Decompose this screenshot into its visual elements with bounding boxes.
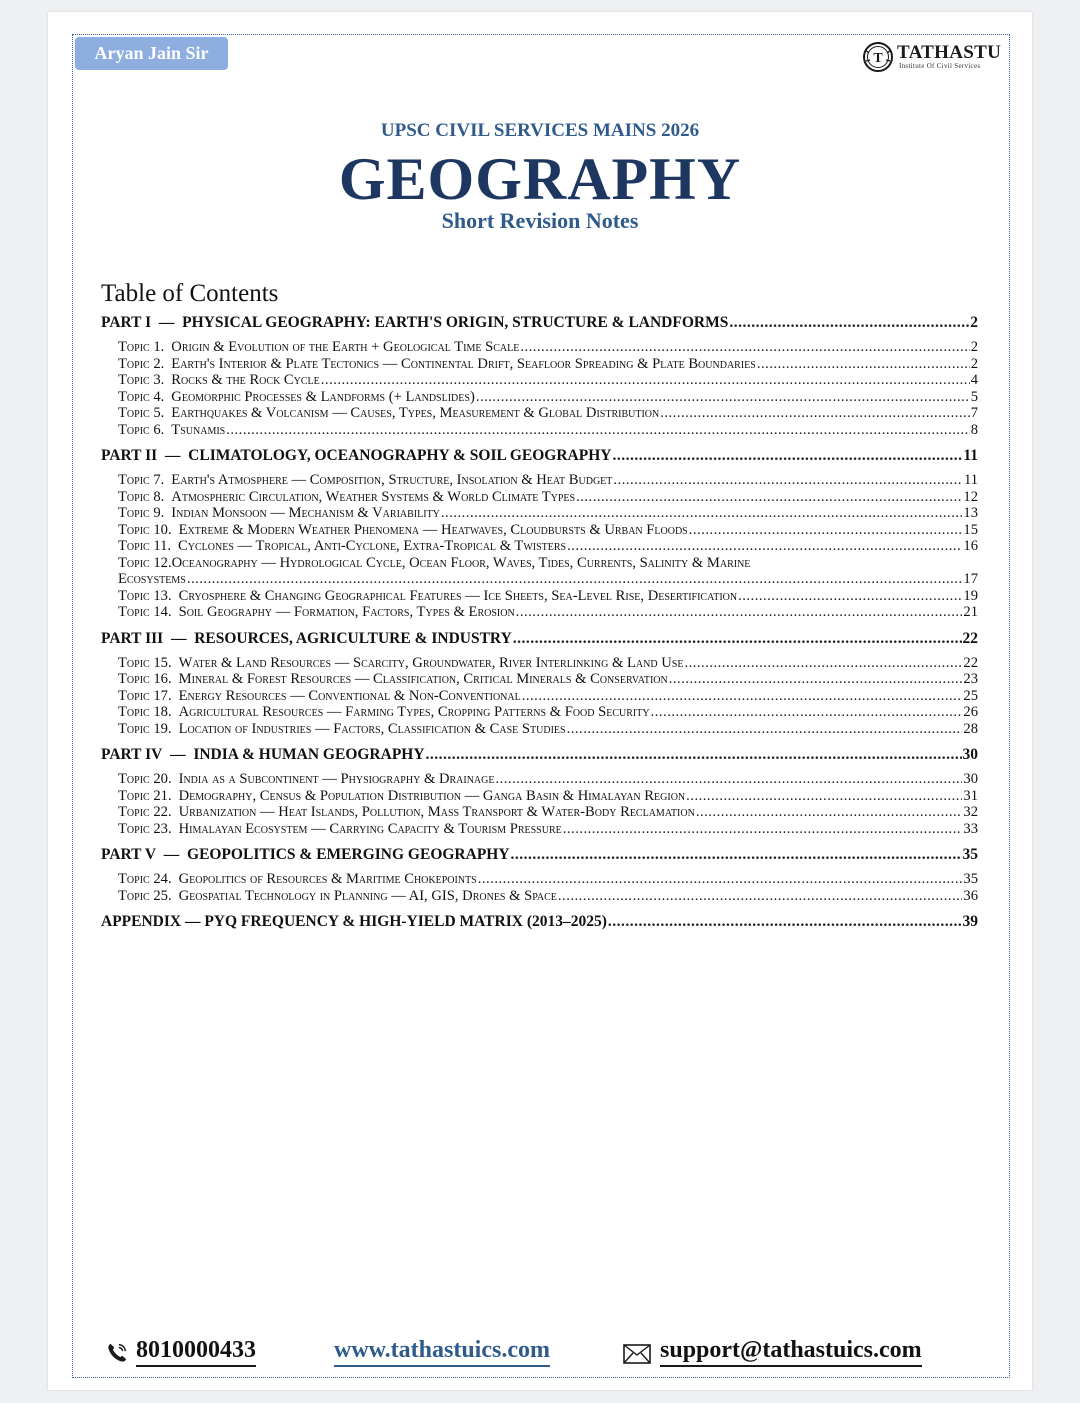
toc-topic-entry[interactable] <box>101 688 978 705</box>
logo-name: TATHASTU <box>897 42 1002 63</box>
institute-logo <box>862 40 1010 74</box>
page-number: 19 <box>963 587 978 604</box>
topic-label: Topic 12. <box>118 554 172 571</box>
toc-appendix-entry[interactable] <box>101 913 978 931</box>
part-separator: — <box>157 447 189 464</box>
topic-label: Topic 14. <box>118 604 172 620</box>
topic-title: Earth's Atmosphere — Composition, Structure, Insolation & Heat Budget <box>171 472 613 488</box>
page-number: 7 <box>970 405 978 421</box>
part-label: PART IV <box>101 746 163 763</box>
topic-title: Earth's Interior & Plate Tectonics — Continental Drift, Seafloor Spreading & Plate Boundaries <box>171 355 756 372</box>
leader-dots <box>478 871 963 888</box>
topic-title: Location of Industries — Factors, Classification & Case Studies <box>178 720 566 737</box>
part-title: GEOPOLITICS & EMERGING GEOGRAPHY <box>187 846 510 863</box>
leader-dots <box>567 538 962 555</box>
topic-label: Topic 22. <box>118 804 172 820</box>
toc-part-entry[interactable] <box>101 314 978 332</box>
part-title: RESOURCES, AGRICULTURE & INDUSTRY <box>194 629 512 647</box>
part-label: PART V <box>101 846 157 863</box>
toc-topic-entry[interactable] <box>101 604 978 621</box>
leader-dots <box>608 913 962 931</box>
logo-tagline: Institute Of Civil Services <box>899 62 981 70</box>
toc-topic-entry[interactable] <box>101 788 978 805</box>
page-number: 17 <box>963 571 978 587</box>
topic-label: Topic 23. <box>118 820 172 837</box>
leader-dots <box>513 630 962 648</box>
leader-dots <box>476 389 970 406</box>
topic-label: Topic 19. <box>118 720 172 737</box>
leader-dots <box>669 671 963 688</box>
website-link[interactable]: www.tathastuics.com <box>334 1336 550 1367</box>
topic-title: Geopolitics of Resources & Maritime Chokepoints <box>178 871 477 887</box>
page-number: 12 <box>963 488 978 505</box>
part-title: INDIA & HUMAN GEOGRAPHY <box>193 746 425 763</box>
leader-dots <box>426 746 962 764</box>
leader-dots <box>187 571 963 588</box>
topic-label: Topic 2. <box>118 355 165 372</box>
footer <box>48 1332 1032 1372</box>
page-number: 15 <box>963 521 978 538</box>
leader-dots <box>567 721 963 738</box>
leader-dots <box>757 356 970 373</box>
topic-title: Cryosphere & Changing Geographical Features — Ice Sheets, Sea-Level Rise, Desertification <box>178 587 738 604</box>
toc-topic-entry[interactable] <box>101 655 978 672</box>
toc-topic-entry[interactable] <box>101 771 978 788</box>
topic-title: Energy Resources — Conventional & Non-Conventional <box>178 687 521 704</box>
topic-label: Topic 11. <box>118 538 172 554</box>
topic-label: Topic 1. <box>118 339 165 355</box>
page-number: 2 <box>970 314 978 331</box>
subtitle: Short Revision Notes <box>441 208 639 233</box>
topic-title: India as a Subcontinent — Physiography & Drainage <box>178 771 495 787</box>
toc-topic-entry[interactable] <box>101 356 978 373</box>
topic-title: Indian Monsoon — Mechanism & Variability <box>171 505 440 521</box>
topic-title: Geospatial Technology in Planning — AI, GIS, Drones & Space <box>178 887 557 904</box>
page-number: 2 <box>970 339 978 355</box>
page-number: 22 <box>962 629 978 647</box>
appendix-title: APPENDIX — PYQ FREQUENCY & HIGH-YIELD MATRIX (2013–2025) <box>101 913 607 930</box>
topic-title: Demography, Census & Population Distribution — Ganga Basin & Himalayan Region <box>178 787 686 804</box>
topic-label: Topic 21. <box>118 787 172 804</box>
leader-dots <box>441 505 963 522</box>
leader-dots <box>686 788 962 805</box>
topic-title: Agricultural Resources — Farming Types, Cropping Patterns & Food Security <box>178 704 650 720</box>
topic-title: Cyclones — Tropical, Anti-Cyclone, Extra-Tropical & Twisters <box>178 538 567 554</box>
shield-emblem-icon <box>862 41 894 73</box>
topic-title-continued: Ecosystems <box>118 571 186 587</box>
page-number: 22 <box>963 654 978 671</box>
page-number: 25 <box>963 687 978 704</box>
toc-topic-entry[interactable] <box>101 888 978 905</box>
page-number: 8 <box>970 421 978 438</box>
part-label: PART I <box>101 314 152 331</box>
part-title: CLIMATOLOGY, OCEANOGRAPHY & SOIL GEOGRAPHY <box>188 447 612 464</box>
toc-topic-entry[interactable] <box>101 588 978 605</box>
toc-topic-entry[interactable] <box>101 489 978 506</box>
toc-part-entry[interactable] <box>101 447 978 465</box>
topic-title: Tsunamis <box>171 421 226 438</box>
topic-label: Topic 17. <box>118 687 172 704</box>
page-number: 2 <box>970 355 978 372</box>
page-number: 11 <box>963 447 978 464</box>
part-separator: — <box>151 314 183 331</box>
page-number: 30 <box>963 771 978 787</box>
page-number: 26 <box>963 704 978 720</box>
part-separator: — <box>162 746 194 763</box>
toc-topic-entry[interactable] <box>101 671 978 688</box>
leader-dots <box>563 821 963 838</box>
table-of-contents <box>101 314 978 931</box>
topic-label: Topic 16. <box>118 671 172 687</box>
toc-part-entry[interactable] <box>101 746 978 764</box>
topic-title: Origin & Evolution of the Earth + Geological Time Scale <box>171 339 520 355</box>
leader-dots <box>612 447 962 465</box>
page-number: 35 <box>962 846 978 863</box>
toc-topic-entry[interactable] <box>101 422 978 439</box>
topic-label: Topic 3. <box>118 372 165 388</box>
leader-dots <box>696 804 963 821</box>
page-number: 5 <box>970 388 978 405</box>
toc-topic-entry[interactable] <box>101 339 978 356</box>
topic-title: Oceanography — Hydrological Cycle, Ocean Floor, Waves, Tides, Currents, Salinity & Marine <box>171 554 751 571</box>
toc-topic-entry[interactable] <box>101 721 978 738</box>
topic-label: Topic 9. <box>118 505 165 521</box>
leader-dots <box>522 688 963 705</box>
toc-part-entry[interactable] <box>101 846 978 864</box>
leader-dots <box>729 314 969 332</box>
topic-label: Topic 13. <box>118 587 172 604</box>
logo-letter: T <box>873 51 883 66</box>
topic-label: Topic 6. <box>118 421 165 438</box>
topic-label: Topic 25. <box>118 887 172 904</box>
leader-dots <box>660 405 969 422</box>
leader-dots <box>226 422 969 439</box>
phone-icon <box>106 1342 128 1364</box>
leader-dots <box>684 655 962 672</box>
leader-dots <box>613 472 963 489</box>
subject-title: GEOGRAPHY <box>338 146 742 212</box>
toc-topic-entry[interactable] <box>101 372 978 389</box>
toc-topic-entry[interactable] <box>101 405 978 422</box>
topic-title: Geomorphic Processes & Landforms (+ Landslides) <box>171 388 475 405</box>
leader-dots <box>511 846 962 864</box>
topic-label: Topic 18. <box>118 704 172 720</box>
page-number: 16 <box>963 538 978 554</box>
page-number: 4 <box>970 372 978 388</box>
page-number: 30 <box>962 746 978 763</box>
mail-icon <box>623 1344 651 1364</box>
exam-title: UPSC CIVIL SERVICES MAINS 2026 <box>380 120 700 141</box>
topic-label: Topic 7. <box>118 472 165 488</box>
page-number: 39 <box>962 913 978 930</box>
page-number: 13 <box>963 505 978 521</box>
author-badge: Aryan Jain Sir <box>75 37 228 70</box>
topic-title: Soil Geography — Formation, Factors, Types & Erosion <box>178 604 515 620</box>
topic-title: Mineral & Forest Resources — Classification, Critical Minerals & Conservation <box>178 671 668 687</box>
toc-topic-entry[interactable] <box>101 704 978 721</box>
topic-title: Himalayan Ecosystem — Carrying Capacity & Tourism Pressure <box>178 820 562 837</box>
toc-part-entry[interactable] <box>101 630 978 648</box>
page-number: 36 <box>963 887 978 904</box>
toc-topic-entry[interactable] <box>101 821 978 838</box>
part-separator: — <box>156 846 188 863</box>
phone-number[interactable]: 8010000433 <box>136 1336 256 1367</box>
topic-title: Water & Land Resources — Scarcity, Groundwater, River Interlinking & Land Use <box>178 654 684 671</box>
leader-dots <box>689 522 963 539</box>
toc-topic-entry[interactable] <box>101 389 978 406</box>
page-number: 32 <box>963 804 978 820</box>
toc-topic-entry[interactable] <box>101 505 978 522</box>
page-number: 33 <box>963 820 978 837</box>
toc-topic-entry[interactable] <box>101 472 978 489</box>
part-label: PART II <box>101 447 158 464</box>
topic-title: Extreme & Modern Weather Phenomena — Heatwaves, Cloudbursts & Urban Floods <box>178 521 688 538</box>
toc-topic-entry[interactable] <box>101 871 978 888</box>
leader-dots <box>738 588 962 605</box>
topic-title: Rocks & the Rock Cycle <box>171 372 320 388</box>
page-number: 28 <box>963 720 978 737</box>
page-number: 21 <box>963 604 978 620</box>
leader-dots <box>495 771 962 788</box>
page-number: 31 <box>963 787 978 804</box>
page-number: 23 <box>963 671 978 687</box>
topic-label: Topic 10. <box>118 521 172 538</box>
topic-label: Topic 4. <box>118 388 165 405</box>
topic-title: Earthquakes & Volcanism — Causes, Types, Measurement & Global Distribution <box>171 405 660 421</box>
toc-topic-entry[interactable] <box>101 804 978 821</box>
toc-topic-entry[interactable] <box>101 522 978 539</box>
leader-dots <box>516 604 963 621</box>
toc-topic-entry[interactable] <box>101 555 978 572</box>
document-page <box>48 12 1032 1390</box>
part-title: PHYSICAL GEOGRAPHY: EARTH'S ORIGIN, STRUCTURE & LANDFORMS <box>182 314 729 331</box>
topic-label: Topic 20. <box>118 771 172 787</box>
toc-topic-entry[interactable] <box>101 538 978 555</box>
topic-label: Topic 24. <box>118 871 172 887</box>
topic-label: Topic 5. <box>118 405 165 421</box>
email-link[interactable]: support@tathastuics.com <box>660 1336 922 1367</box>
leader-dots <box>576 489 962 506</box>
topic-label: Topic 15. <box>118 654 172 671</box>
leader-dots <box>520 339 969 356</box>
topic-title: Atmospheric Circulation, Weather Systems & World Climate Types <box>171 488 576 505</box>
toc-topic-continuation[interactable] <box>101 571 978 588</box>
topic-title: Urbanization — Heat Islands, Pollution, Mass Transport & Water-Body Reclamation <box>178 804 695 820</box>
leader-dots <box>321 372 970 389</box>
leader-dots <box>558 888 963 905</box>
page-number: 35 <box>963 871 978 887</box>
toc-heading: Table of Contents <box>101 280 279 307</box>
part-label: PART III <box>101 629 164 647</box>
part-separator: — <box>163 629 195 647</box>
leader-dots <box>651 704 963 721</box>
topic-label: Topic 8. <box>118 488 165 505</box>
page-number: 11 <box>963 472 978 488</box>
